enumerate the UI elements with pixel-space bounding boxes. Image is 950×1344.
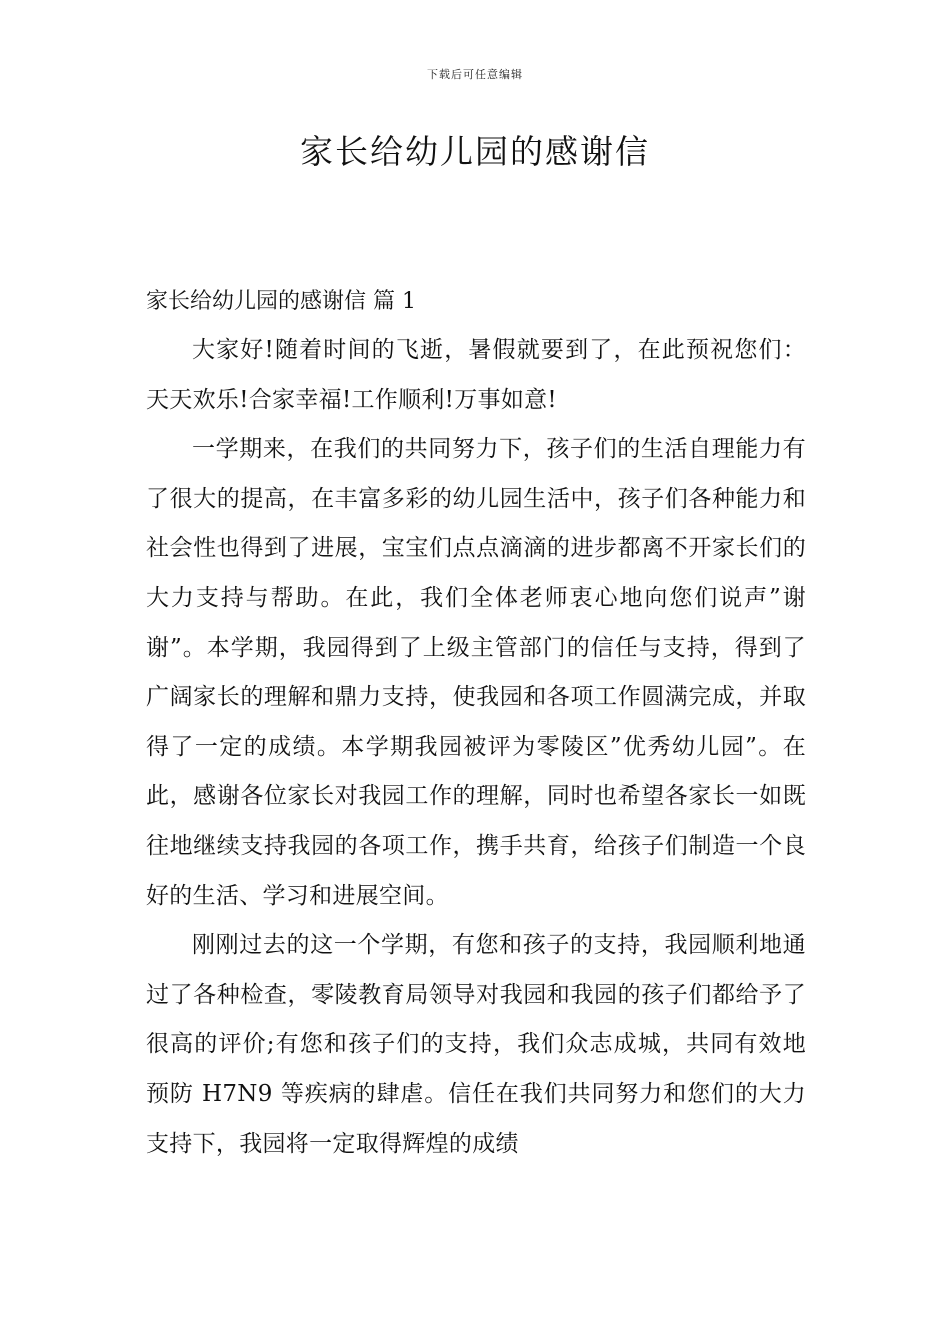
letter-body xyxy=(146,326,806,1169)
paragraph-greeting: 大家好!随着时间的飞逝，暑假就要到了，在此预祝您们：天天欢乐!合家幸福!工作顺利!万事如意! xyxy=(146,337,806,413)
section-heading: 家长给幼儿园的感谢信 篇 1 xyxy=(146,289,416,314)
paragraph-past-semester: 刚刚过去的这一个学期，有您和孩子的支持，我园顺利地通过了各种检查，零陵教育局领导对我园和我园的孩子们都给予了很高的评价;有您和孩子们的支持，我们众志成城，共同有效地预防 H7N9 等疾病的肆虐。信任在我们共同努力和您们的大力支持下，我园将一定取得辉煌的成绩 xyxy=(146,932,806,1157)
header-note: 下载后可任意编辑 xyxy=(427,68,523,81)
paragraph-semester-summary: 一学期来，在我们的共同努力下，孩子们的生活自理能力有了很大的提高，在丰富多彩的幼儿园生活中，孩子们各种能力和社会性也得到了进展，宝宝们点点滴滴的进步都离不开家长们的大力支持与帮助。在此，我们全体老师衷心地向您们说声”谢谢”。本学期，我园得到了上级主管部门的信任与支持，得到了广阔家长的理解和鼎力支持，使我园和各项工作圆满完成，并取得了一定的成绩。本学期我园被评为零陵区”优秀幼儿园”。在此，感谢各位家长对我园工作的理解，同时也希望各家长一如既往地继续支持我园的各项工作，携手共育，给孩子们制造一个良好的生活、学习和进展空间。 xyxy=(146,436,806,909)
document-title: 家长给幼儿园的感谢信 xyxy=(300,132,650,171)
